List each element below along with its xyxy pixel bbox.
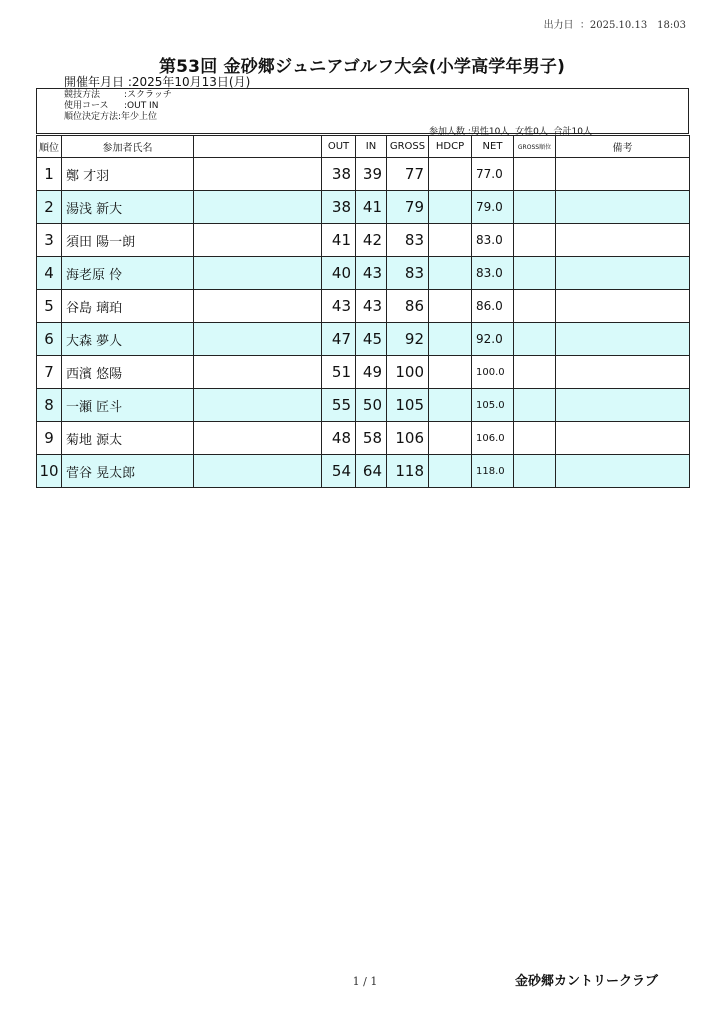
cell-blank xyxy=(194,257,322,290)
cell-out: 40 xyxy=(322,257,356,290)
cell-remarks xyxy=(556,323,690,356)
cell-remarks xyxy=(556,224,690,257)
cell-blank xyxy=(194,389,322,422)
col-header-remarks: 備考 xyxy=(556,136,690,158)
cell-name: 一瀬 匠斗 xyxy=(62,389,194,422)
cell-name: 鄭 才羽 xyxy=(62,158,194,191)
cell-net: 105.0 xyxy=(472,389,514,422)
printed-datetime: ：2025.10.13 18:03 xyxy=(579,20,686,31)
table-row xyxy=(37,158,690,191)
info-method-value: :スクラッチ xyxy=(124,90,172,100)
cell-blank xyxy=(194,455,322,488)
cell-net: 79.0 xyxy=(472,191,514,224)
cell-remarks xyxy=(556,455,690,488)
cell-gross-rank xyxy=(514,191,556,224)
cell-out: 41 xyxy=(322,224,356,257)
cell-blank xyxy=(194,191,322,224)
cell-remarks xyxy=(556,257,690,290)
table-row xyxy=(37,323,690,356)
cell-hdcp xyxy=(429,356,472,389)
cell-gross-rank xyxy=(514,323,556,356)
info-method-label: 競技方法 xyxy=(64,90,101,100)
cell-name: 菊地 源太 xyxy=(62,422,194,455)
cell-rank: 8 xyxy=(37,389,62,422)
info-rank-method xyxy=(64,112,157,123)
cell-blank xyxy=(194,290,322,323)
cell-gross-rank xyxy=(514,290,556,323)
cell-in: 41 xyxy=(356,191,387,224)
col-header-net: NET xyxy=(472,136,514,158)
col-header-gross-rank: GROSS順位 xyxy=(514,136,556,158)
cell-hdcp xyxy=(429,191,472,224)
cell-gross-rank xyxy=(514,356,556,389)
cell-rank: 5 xyxy=(37,290,62,323)
col-header-gross: GROSS xyxy=(387,136,429,158)
cell-rank: 9 xyxy=(37,422,62,455)
cell-out: 54 xyxy=(322,455,356,488)
cell-hdcp xyxy=(429,323,472,356)
cell-hdcp xyxy=(429,422,472,455)
cell-gross: 79 xyxy=(387,191,429,224)
cell-remarks xyxy=(556,191,690,224)
table-row xyxy=(37,389,690,422)
cell-gross: 106 xyxy=(387,422,429,455)
table-row xyxy=(37,290,690,323)
cell-gross-rank xyxy=(514,224,556,257)
cell-net: 86.0 xyxy=(472,290,514,323)
cell-gross: 118 xyxy=(387,455,429,488)
cell-blank xyxy=(194,158,322,191)
cell-gross-rank xyxy=(514,158,556,191)
cell-name: 菅谷 晃太郎 xyxy=(62,455,194,488)
cell-net: 118.0 xyxy=(472,455,514,488)
cell-blank xyxy=(194,323,322,356)
table-row xyxy=(37,356,690,389)
club-name: 金砂郷カントリークラブ xyxy=(514,974,658,989)
cell-hdcp xyxy=(429,389,472,422)
cell-in: 42 xyxy=(356,224,387,257)
event-date: 開催年月日 :2025年10月13日(月) xyxy=(64,75,251,89)
cell-hdcp xyxy=(429,455,472,488)
cell-gross-rank xyxy=(514,389,556,422)
cell-hdcp xyxy=(429,158,472,191)
info-course xyxy=(64,101,158,112)
cell-gross-rank xyxy=(514,455,556,488)
cell-in: 43 xyxy=(356,290,387,323)
col-header-out: OUT xyxy=(322,136,356,158)
cell-in: 45 xyxy=(356,323,387,356)
page-title: 第53回 金砂郷ジュニアゴルフ大会(小学高学年男子) xyxy=(158,57,566,77)
cell-in: 64 xyxy=(356,455,387,488)
cell-out: 55 xyxy=(322,389,356,422)
cell-gross: 86 xyxy=(387,290,429,323)
cell-name: 海老原 伶 xyxy=(62,257,194,290)
cell-net: 77.0 xyxy=(472,158,514,191)
cell-name: 大森 夢人 xyxy=(62,323,194,356)
cell-hdcp xyxy=(429,224,472,257)
cell-out: 43 xyxy=(322,290,356,323)
cell-gross: 92 xyxy=(387,323,429,356)
cell-in: 49 xyxy=(356,356,387,389)
cell-name: 須田 陽一朗 xyxy=(62,224,194,257)
cell-net: 92.0 xyxy=(472,323,514,356)
cell-blank xyxy=(194,356,322,389)
printed-date xyxy=(544,16,686,31)
results-table xyxy=(36,135,690,488)
cell-rank: 6 xyxy=(37,323,62,356)
col-header-hdcp: HDCP xyxy=(429,136,472,158)
info-course-label: 使用コース xyxy=(64,101,109,111)
col-header-in: IN xyxy=(356,136,387,158)
cell-gross: 105 xyxy=(387,389,429,422)
cell-remarks xyxy=(556,422,690,455)
cell-gross: 100 xyxy=(387,356,429,389)
info-rank-value: :年少上位 xyxy=(118,112,158,122)
cell-out: 48 xyxy=(322,422,356,455)
cell-hdcp xyxy=(429,257,472,290)
cell-out: 47 xyxy=(322,323,356,356)
table-row xyxy=(37,257,690,290)
cell-in: 50 xyxy=(356,389,387,422)
cell-rank: 1 xyxy=(37,158,62,191)
competition-info-box xyxy=(36,88,689,137)
table-row xyxy=(37,224,690,257)
cell-remarks xyxy=(556,158,690,191)
page-number: 1 / 1 xyxy=(352,975,378,988)
cell-name: 谷島 璃珀 xyxy=(62,290,194,323)
cell-remarks xyxy=(556,290,690,323)
cell-name: 湯浅 新大 xyxy=(62,191,194,224)
cell-remarks xyxy=(556,356,690,389)
participants-count: 参加人数 :男性10人 女性0人 合計10人 xyxy=(429,127,592,137)
cell-rank: 10 xyxy=(37,455,62,488)
cell-net: 83.0 xyxy=(472,257,514,290)
cell-gross: 83 xyxy=(387,224,429,257)
cell-blank xyxy=(194,422,322,455)
col-header-name: 参加者氏名 xyxy=(62,136,194,158)
cell-out: 38 xyxy=(322,158,356,191)
cell-in: 58 xyxy=(356,422,387,455)
cell-remarks xyxy=(556,389,690,422)
cell-gross-rank xyxy=(514,422,556,455)
cell-rank: 4 xyxy=(37,257,62,290)
cell-rank: 7 xyxy=(37,356,62,389)
table-row xyxy=(37,455,690,488)
cell-gross-rank xyxy=(514,257,556,290)
info-rank-label: 順位決定方法 xyxy=(64,112,119,122)
cell-net: 83.0 xyxy=(472,224,514,257)
cell-out: 38 xyxy=(322,191,356,224)
cell-out: 51 xyxy=(322,356,356,389)
cell-gross: 77 xyxy=(387,158,429,191)
cell-gross: 83 xyxy=(387,257,429,290)
table-header-row xyxy=(37,136,690,158)
col-header-blank xyxy=(194,136,322,158)
info-course-value: :OUT IN xyxy=(124,101,159,111)
cell-name: 西濱 悠陽 xyxy=(62,356,194,389)
cell-rank: 3 xyxy=(37,224,62,257)
cell-hdcp xyxy=(429,290,472,323)
info-method xyxy=(64,90,172,101)
cell-in: 43 xyxy=(356,257,387,290)
cell-rank: 2 xyxy=(37,191,62,224)
cell-blank xyxy=(194,224,322,257)
table-row xyxy=(37,422,690,455)
cell-in: 39 xyxy=(356,158,387,191)
cell-net: 106.0 xyxy=(472,422,514,455)
table-row xyxy=(37,191,690,224)
col-header-rank: 順位 xyxy=(37,136,62,158)
cell-net: 100.0 xyxy=(472,356,514,389)
printed-label: 出力日 xyxy=(543,20,574,31)
